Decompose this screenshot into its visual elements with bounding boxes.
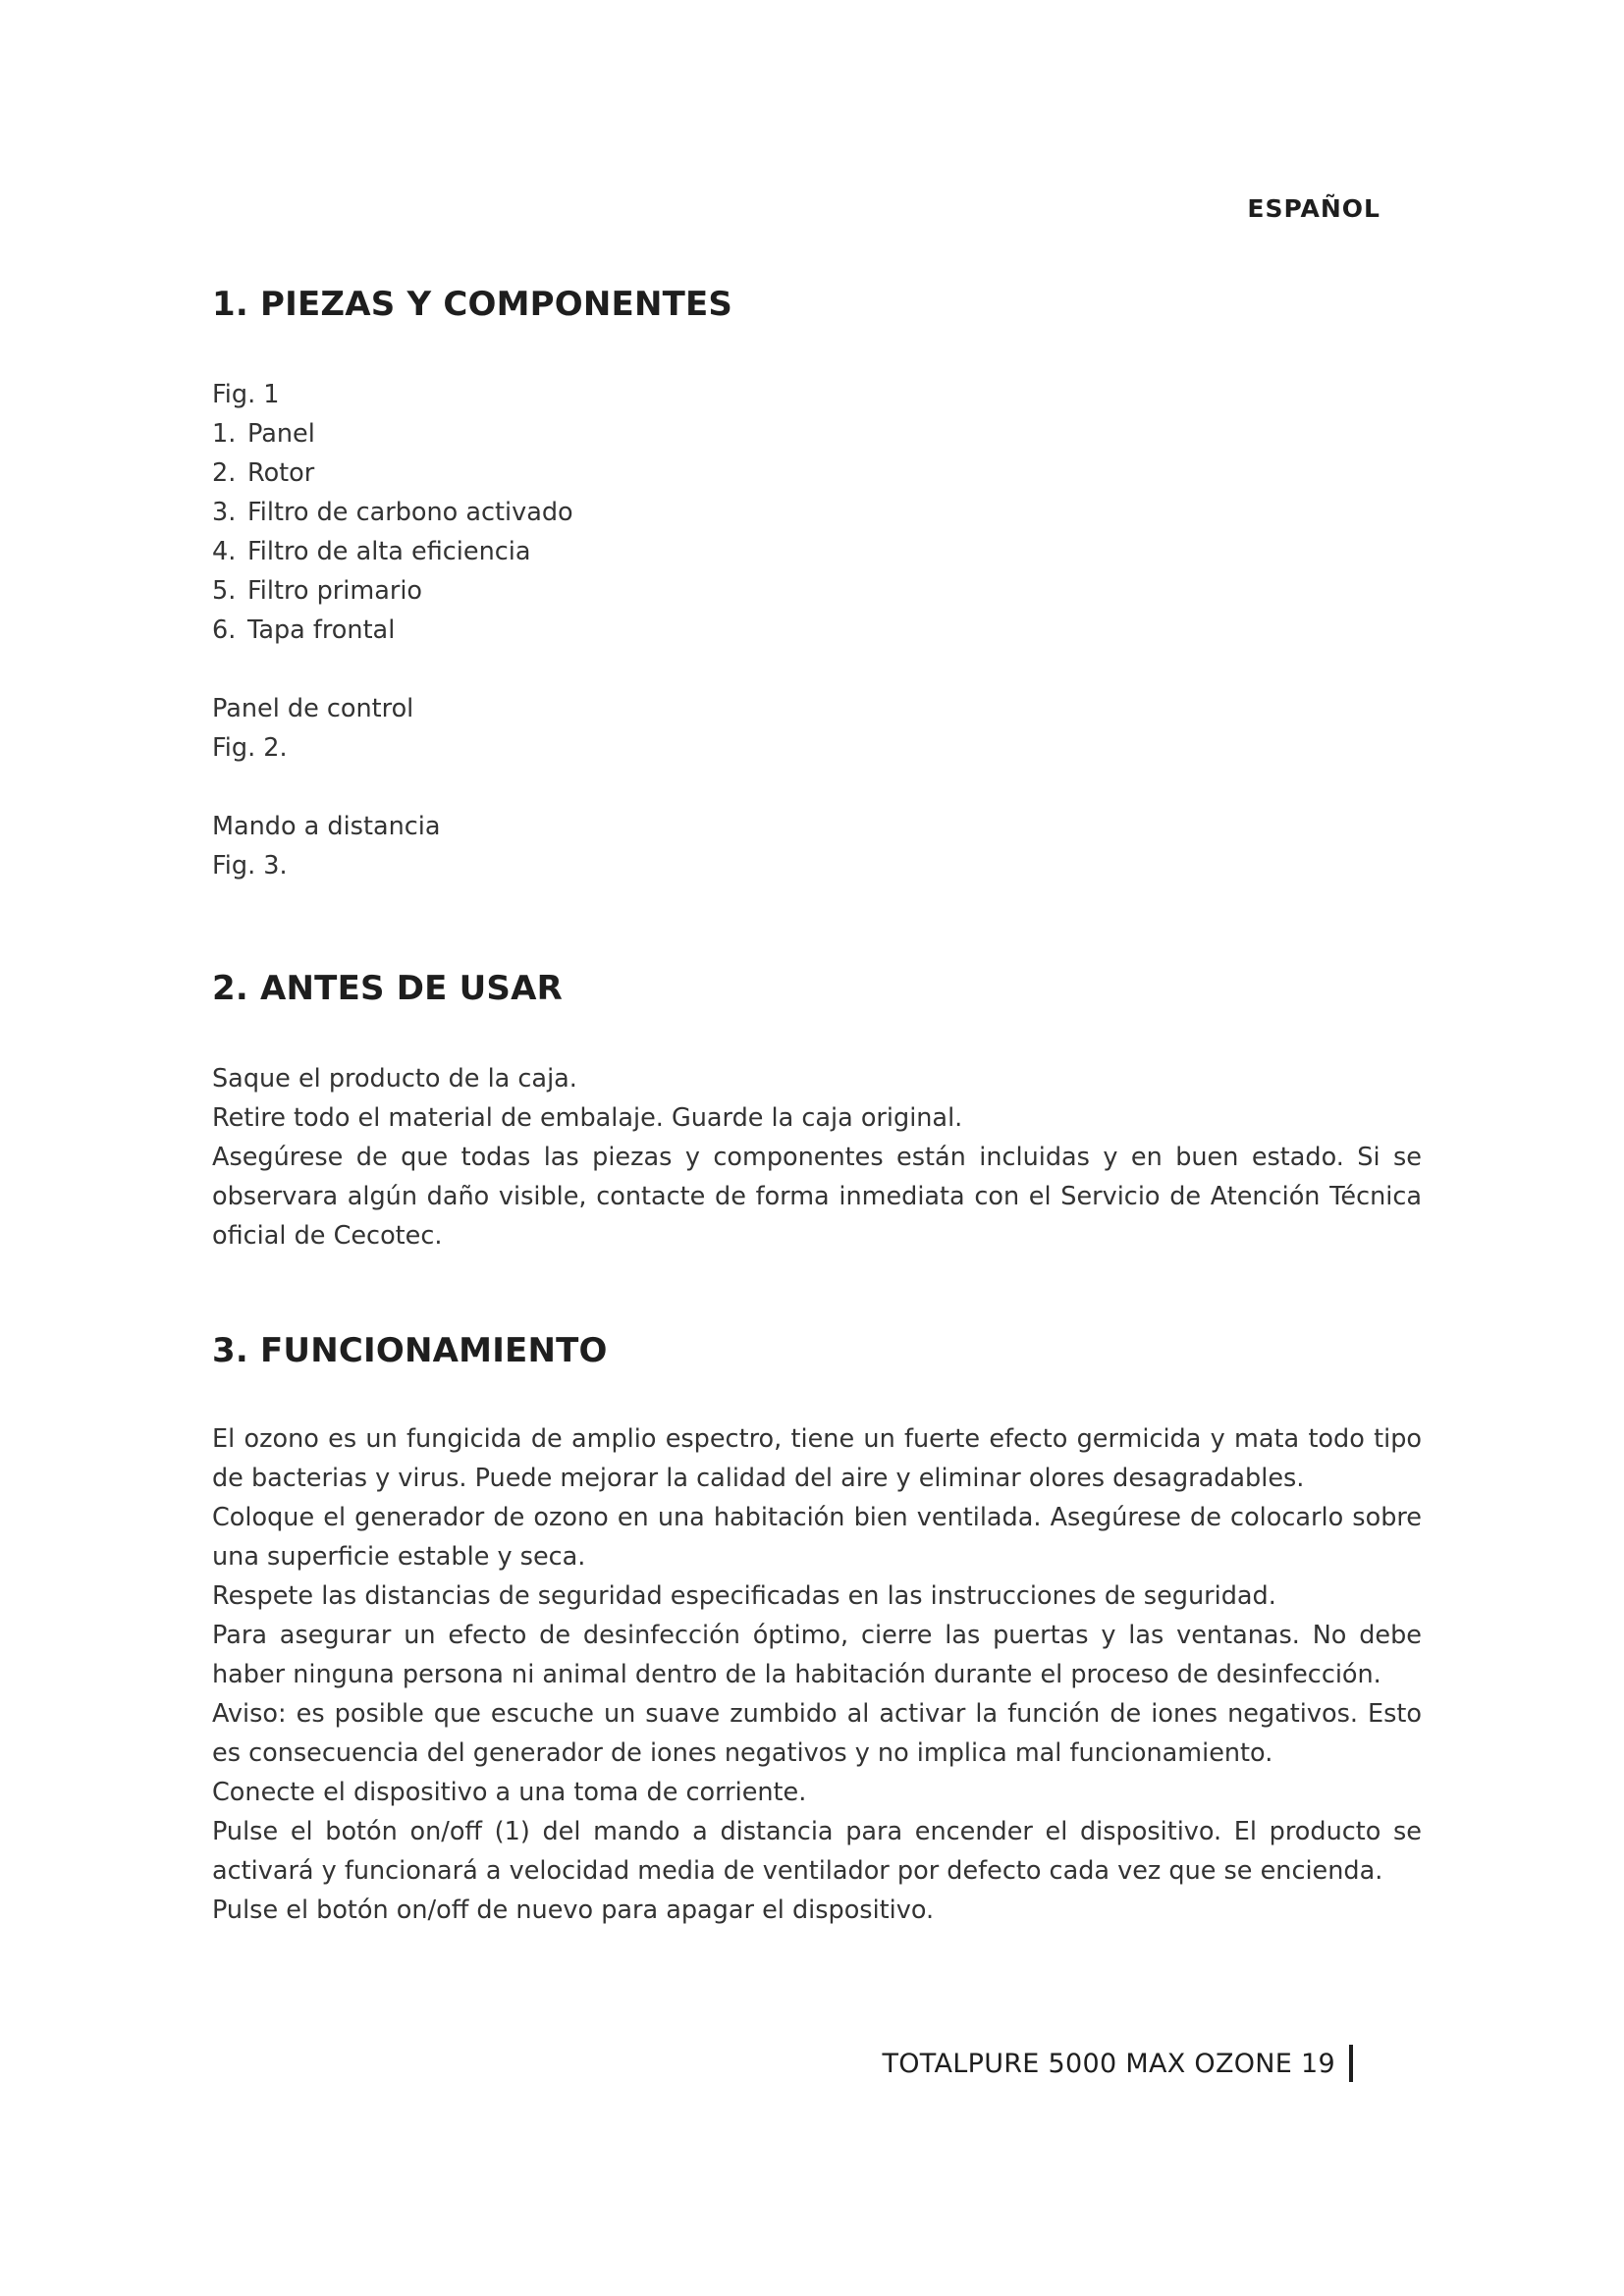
section-title-before-use: 2. ANTES DE USAR: [212, 969, 563, 1008]
list-item-number: 1.: [212, 419, 237, 449]
list-item-number: 6.: [212, 615, 237, 645]
list-item: [212, 571, 1422, 611]
list-item-number: 3.: [212, 498, 237, 527]
control-panel-label: Panel de control: [212, 694, 414, 723]
list-item-label: Rotor: [247, 458, 315, 488]
list-item-label: Filtro de alta eficiencia: [247, 537, 531, 566]
fig1-label: Fig. 1: [212, 380, 280, 409]
list-item: [212, 414, 1422, 454]
parts-section-body: [212, 375, 1422, 885]
paragraph: El ozono es un fungicida de amplio espectro, tiene un fuerte efecto germicida y mata todo tipo de bacterias y virus. Puede mejorar la calidad del aire y eliminar olores desagradables.: [212, 1424, 1422, 1493]
list-item-number: 2.: [212, 458, 237, 488]
paragraph: Saque el producto de la caja.: [212, 1064, 577, 1094]
parts-list: [212, 414, 1422, 650]
list-item-label: Filtro de carbono activado: [247, 498, 573, 527]
footer-text: TOTALPURE 5000 MAX OZONE 19: [882, 2048, 1335, 2079]
section-title-operation: 3. FUNCIONAMIENTO: [212, 1331, 608, 1370]
list-item: [212, 532, 1422, 571]
paragraph: Pulse el botón on/off de nuevo para apagar el dispositivo.: [212, 1896, 935, 1925]
list-item: [212, 611, 1422, 650]
list-item-label: Tapa frontal: [247, 615, 396, 645]
list-item: [212, 493, 1422, 532]
remote-label: Mando a distancia: [212, 812, 441, 841]
section-title-parts: 1. PIEZAS Y COMPONENTES: [212, 285, 733, 324]
paragraph: Asegúrese de que todas las piezas y componentes están incluidas y en buen estado. Si se observara algún daño visible, contacte de forma inmediata con el Servicio de Atención Técnica oficial de Cecotec.: [212, 1143, 1422, 1251]
list-item-label: Panel: [247, 419, 315, 449]
list-item: [212, 454, 1422, 493]
before-use-section-body: [212, 1059, 1422, 1255]
page-footer: [882, 2045, 1353, 2082]
operation-section-body: [212, 1419, 1422, 1930]
footer-divider: [1349, 2045, 1353, 2082]
language-label: ESPAÑOL: [1247, 194, 1380, 223]
remote-fig: Fig. 3.: [212, 851, 288, 881]
paragraph: Para asegurar un efecto de desinfección óptimo, cierre las puertas y las ventanas. No debe haber ninguna persona ni animal dentro de la habitación durante el proceso de desinfección.: [212, 1621, 1422, 1689]
list-item-number: 4.: [212, 537, 237, 566]
paragraph: Pulse el botón on/off (1) del mando a distancia para encender el dispositivo. El producto se activará y funcionará a velocidad media de ventilador por defecto cada vez que se encienda.: [212, 1817, 1422, 1886]
list-item-label: Filtro primario: [247, 576, 423, 606]
paragraph: Conecte el dispositivo a una toma de corriente.: [212, 1778, 807, 1807]
paragraph: Retire todo el material de embalaje. Guarde la caja original.: [212, 1103, 963, 1133]
paragraph: Coloque el generador de ozono en una habitación bien ventilada. Asegúrese de colocarlo sobre una superficie estable y seca.: [212, 1503, 1422, 1572]
control-panel-fig: Fig. 2.: [212, 733, 288, 763]
paragraph: Respete las distancias de seguridad especificadas en las instrucciones de seguridad.: [212, 1581, 1276, 1611]
list-item-number: 5.: [212, 576, 237, 606]
paragraph: Aviso: es posible que escuche un suave zumbido al activar la función de iones negativos. Esto es consecuencia del generador de iones negativos y no implica mal funcionamiento.: [212, 1699, 1422, 1768]
